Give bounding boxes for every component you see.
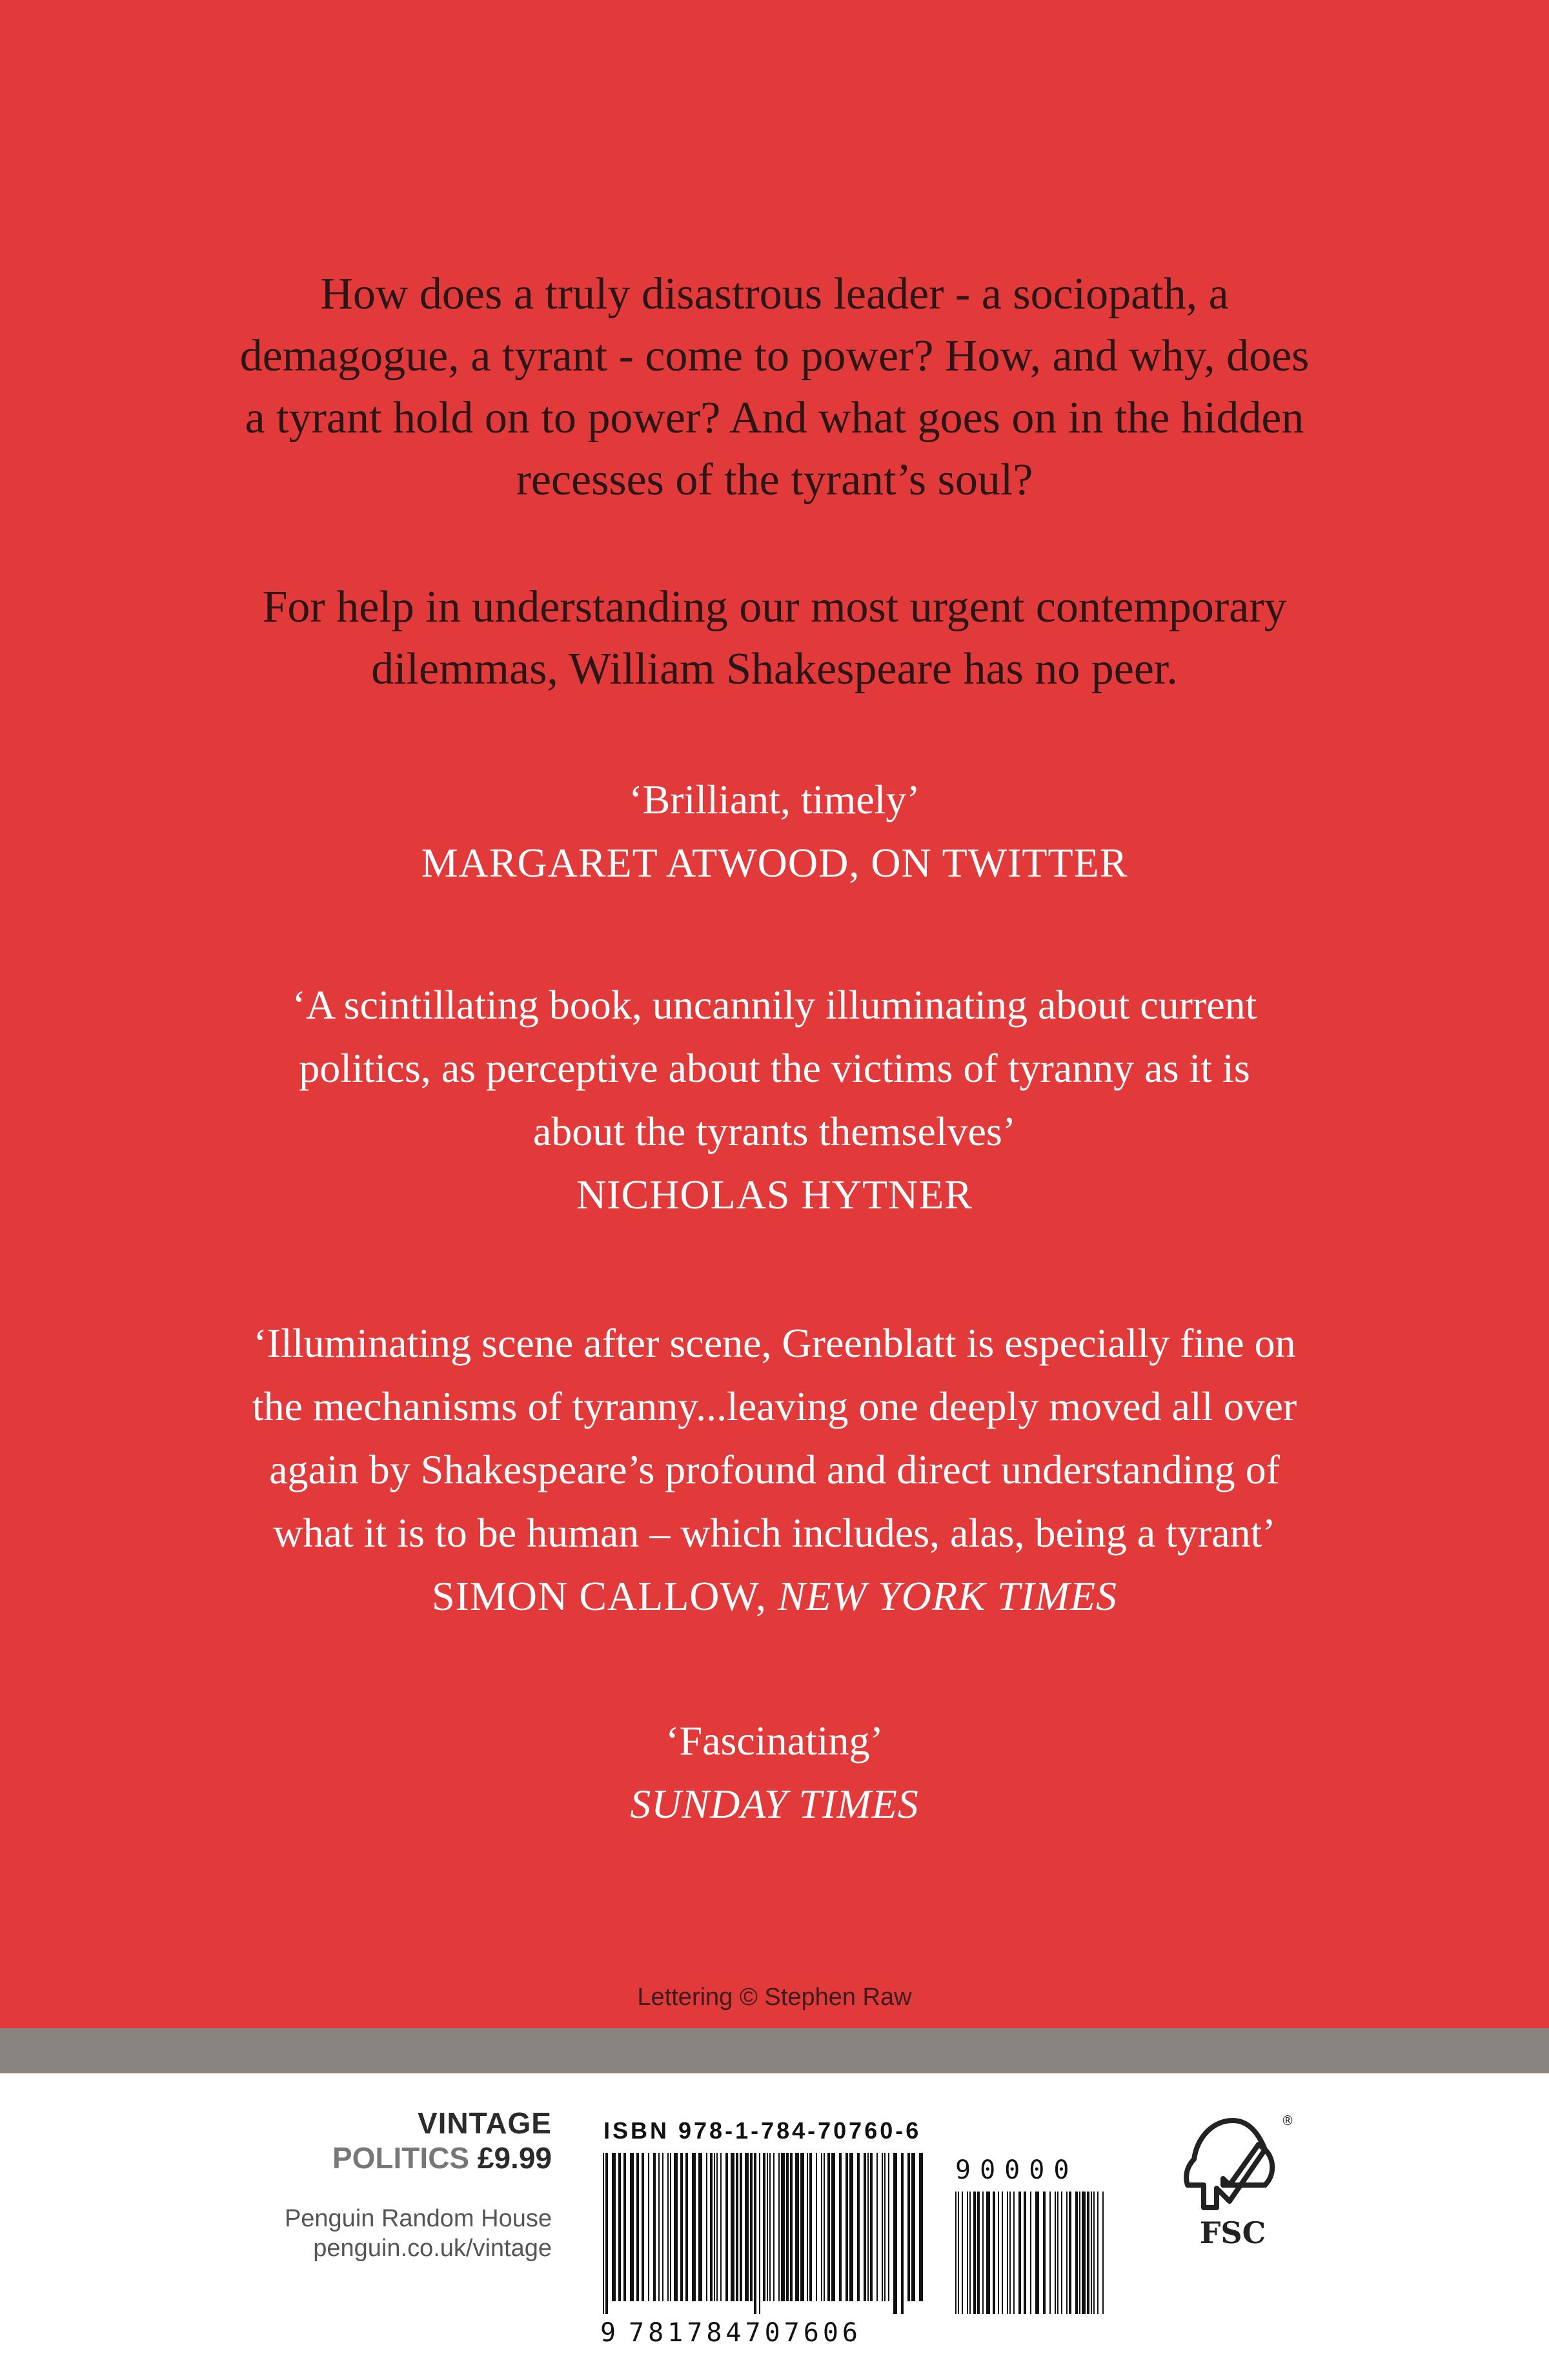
quote-line: ‘Fascinating’ [665, 1718, 884, 1764]
barcode-bar [901, 2153, 904, 2314]
review-quote-2 [0, 973, 1549, 1226]
quote-line: ‘A scintillating book, uncannily illuminating about current [292, 982, 1257, 1028]
review-quote-1 [0, 768, 1549, 895]
barcode-bar [618, 2153, 621, 2301]
barcode-bar [636, 2153, 639, 2301]
barcode-bar [827, 2153, 830, 2301]
blurb-line: How does a truly disastrous leader - a sociopath, a [320, 269, 1229, 319]
barcode-first-digit: 9 [600, 2318, 616, 2346]
publisher-block [285, 2106, 552, 2263]
barcode-bar [821, 2153, 822, 2301]
barcode-bar [778, 2153, 780, 2301]
barcode-bar [876, 2153, 878, 2301]
addon-bars [955, 2192, 1104, 2314]
barcode-bar [670, 2153, 671, 2301]
barcode-bar [1002, 2192, 1003, 2314]
barcode-bar [623, 2153, 626, 2301]
barcode-bar [716, 2153, 718, 2301]
isbn-barcode [600, 2153, 923, 2346]
barcode-bar [839, 2153, 842, 2301]
barcode-bar [809, 2153, 812, 2301]
quote-attribution: NICHOLAS HYTNER [576, 1172, 973, 1217]
barcode-bar [998, 2192, 999, 2314]
grey-band [0, 2028, 1549, 2073]
barcode-bar [1075, 2192, 1078, 2314]
barcode-bar [736, 2153, 738, 2301]
isbn-label: ISBN 978-1-784-70760-6 [603, 2117, 922, 2144]
quote-line: about the tyrants themselves’ [532, 1108, 1017, 1154]
quote-line: politics, as perceptive about the victims of tyranny as it is [299, 1045, 1250, 1091]
barcode-bar [754, 2153, 756, 2314]
barcode-bar [642, 2153, 644, 2301]
blurb-line: recesses of the tyrant’s soul? [516, 455, 1033, 505]
barcode-bar [967, 2192, 968, 2314]
barcode-bar [1009, 2192, 1011, 2314]
barcode-bar [786, 2153, 789, 2301]
review-quote-4 [0, 1709, 1549, 1836]
barcode-bar [685, 2153, 688, 2301]
blurb-line: For help in understanding our most urgent contemporary [262, 582, 1287, 632]
barcode-bar [653, 2153, 656, 2301]
barcode-bar [911, 2153, 915, 2301]
barcode-bar [667, 2153, 669, 2301]
barcode-bar [680, 2153, 683, 2301]
barcode-bar [740, 2153, 742, 2301]
barcode-bar [993, 2192, 995, 2314]
barcode-bar [605, 2153, 608, 2314]
barcode-bar [849, 2153, 853, 2301]
barcode-bar [1066, 2192, 1068, 2314]
barcode-bar [750, 2153, 753, 2301]
barcode-bar [773, 2153, 774, 2301]
barcode-bar [1069, 2192, 1071, 2314]
barcode-bar [1013, 2192, 1015, 2314]
barcode-bar [888, 2153, 889, 2301]
fsc-tree-check-icon [1186, 2121, 1272, 2208]
barcode-bar [1035, 2192, 1039, 2314]
barcode-bar [870, 2153, 873, 2301]
barcode-bar [1049, 2192, 1051, 2314]
barcode-bar [800, 2153, 804, 2301]
barcode-bar [955, 2192, 957, 2314]
barcode-bar [857, 2153, 860, 2301]
barcode-bar [919, 2153, 923, 2301]
blurb-line: dilemmas, William Shakespeare has no peer. [371, 644, 1178, 694]
barcode-bar [973, 2192, 976, 2314]
barcode-bar [816, 2153, 817, 2301]
barcode-bar [648, 2153, 649, 2301]
quote-line: ‘Brilliant, timely’ [629, 777, 920, 822]
quote-line: what it is to be human – which includes, alas, being a tyrant’ [273, 1510, 1276, 1556]
barcode-bar [698, 2153, 702, 2301]
barcode-bar [1057, 2192, 1058, 2314]
barcode-bar [781, 2153, 785, 2301]
quote-attribution: SUNDAY TIMES [630, 1781, 919, 1827]
barcode-bar [692, 2153, 696, 2301]
barcode-bar [630, 2153, 634, 2301]
blurb-line: a tyrant hold on to power? And what goes on in the hidden [245, 393, 1304, 443]
fsc-registered-mark: ® [1281, 2113, 1294, 2128]
barcode-bar [1079, 2192, 1080, 2314]
barcode-bar [658, 2153, 660, 2301]
barcode-bar [824, 2153, 825, 2301]
barcode-bar [1093, 2192, 1095, 2314]
barcode-bar [1091, 2192, 1092, 2314]
quote-line: again by Shakespeare’s profound and direct understanding of [269, 1447, 1280, 1492]
barcode-bar [1043, 2192, 1046, 2314]
barcode-bar [867, 2153, 869, 2301]
barcode-bar [790, 2153, 793, 2301]
barcode-bar [1018, 2192, 1021, 2314]
barcode-bar [759, 2153, 760, 2314]
barcode-bar [982, 2192, 984, 2314]
barcode-bar [1102, 2192, 1104, 2314]
barcode-bar [1055, 2192, 1056, 2314]
fsc-logo [1168, 2111, 1297, 2259]
barcode-bar [831, 2153, 835, 2301]
barcode-digits: 781784707606 [629, 2318, 862, 2346]
barcode-bar [986, 2192, 990, 2314]
barcode-bar [893, 2153, 897, 2314]
barcode-bar [845, 2153, 848, 2301]
blurb-paragraph-1 [0, 263, 1549, 511]
blurb-paragraph-2 [0, 576, 1549, 700]
barcode-bar [882, 2153, 883, 2301]
fsc-text: FSC [1199, 2215, 1266, 2250]
barcode-bar [1007, 2192, 1008, 2314]
barcode-bar [907, 2153, 910, 2301]
barcode-bar [958, 2192, 959, 2314]
blurb-line: demagogue, a tyrant - come to power? How, and why, does [239, 331, 1310, 381]
barcode-bar [720, 2153, 722, 2301]
publisher-url: penguin.co.uk/vintage [313, 2235, 552, 2262]
barcode-bar [807, 2153, 808, 2301]
imprint-name: VINTAGE [417, 2106, 552, 2140]
barcode-bar [706, 2153, 707, 2301]
quote-attribution: MARGARET ATWOOD, ON TWITTER [421, 840, 1128, 886]
barcode-bar [1024, 2192, 1026, 2314]
barcode-bar [977, 2192, 980, 2314]
barcode-bar [763, 2153, 765, 2301]
barcode-bar [612, 2153, 616, 2301]
quote-line: the mechanisms of tyranny...leaving one deeply moved all over [252, 1383, 1297, 1429]
category-label: POLITICS [332, 2141, 470, 2175]
barcode-bar [795, 2153, 799, 2301]
barcode-bar [1097, 2192, 1098, 2314]
barcode-bars [603, 2153, 923, 2314]
barcode-bar [1030, 2192, 1031, 2314]
barcode-bar [1082, 2192, 1086, 2314]
quote-attribution: SIMON CALLOW, NEW YORK TIMES [431, 1573, 1118, 1619]
barcode-bar [725, 2153, 728, 2301]
barcode-bar [769, 2153, 771, 2301]
barcode-bar [884, 2153, 886, 2301]
barcode-bar [969, 2192, 971, 2314]
price-label: £9.99 [477, 2141, 552, 2175]
barcode-bar [662, 2153, 663, 2301]
barcode-bar [710, 2153, 713, 2301]
addon-digits: 90000 [955, 2155, 1078, 2185]
barcode-addon [955, 2153, 1110, 2321]
barcode-bar [864, 2153, 866, 2301]
barcode-bar [767, 2153, 768, 2301]
barcode-bar [745, 2153, 749, 2301]
barcode-bar [674, 2153, 678, 2301]
barcode-bar [1061, 2192, 1062, 2314]
lettering-credit: Lettering © Stephen Raw [637, 1984, 912, 2011]
barcode-bar [603, 2153, 604, 2314]
review-quote-3 [0, 1312, 1549, 1628]
publisher-house: Penguin Random House [284, 2205, 552, 2232]
barcode-bar [962, 2192, 963, 2314]
barcode-bar [1087, 2192, 1089, 2314]
barcode-bar [714, 2153, 715, 2301]
barcode-bar [731, 2153, 734, 2301]
category-price [285, 2141, 552, 2175]
quote-line: ‘Illuminating scene after scene, Greenblatt is especially fine on [253, 1320, 1296, 1366]
